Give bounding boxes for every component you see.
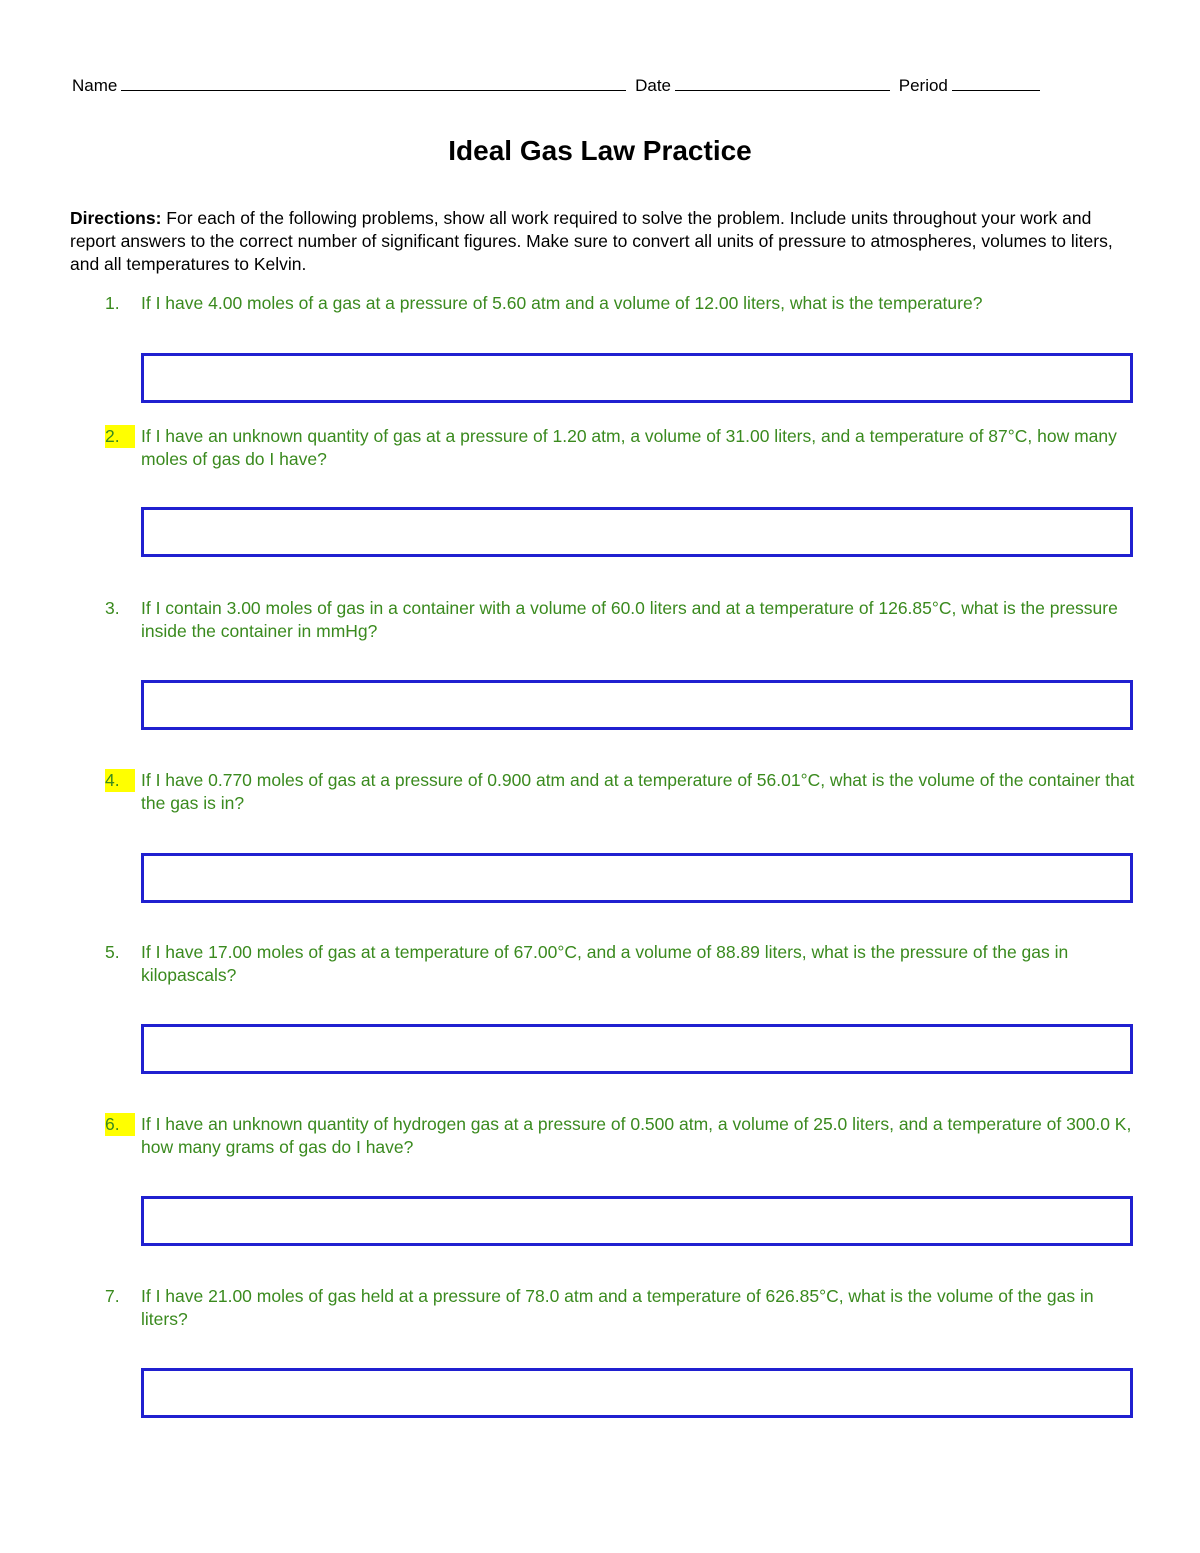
question-2 xyxy=(105,425,1135,471)
question-number: 2. xyxy=(105,425,135,448)
page-title: Ideal Gas Law Practice xyxy=(448,135,752,166)
answer-box-1[interactable] xyxy=(141,353,1133,403)
question-text: If I have 17.00 moles of gas at a temperature of 67.00°C, and a volume of 88.89 liters, what is the pressure of the gas in kilopascals? xyxy=(141,942,1069,985)
name-label: Name xyxy=(72,76,118,95)
question-text: If I contain 3.00 moles of gas in a container with a volume of 60.0 liters and at a temperature of 126.85°C, what is the pressure inside the container in mmHg? xyxy=(141,598,1118,641)
question-text: If I have an unknown quantity of gas at a pressure of 1.20 atm, a volume of 31.00 liters, and a temperature of 87°C, how many moles of gas do I have? xyxy=(141,426,1117,469)
answer-box-3[interactable] xyxy=(141,680,1133,730)
question-6 xyxy=(105,1113,1135,1159)
question-text: If I have 21.00 moles of gas held at a pressure of 78.0 atm and a temperature of 626.85°C, what is the volume of the gas in liters? xyxy=(141,1286,1094,1329)
question-number: 6. xyxy=(105,1113,135,1136)
question-text: If I have an unknown quantity of hydrogen gas at a pressure of 0.500 atm, a volume of 25.0 liters, and a temperature of 300.0 K, how many grams of gas do I have? xyxy=(141,1114,1132,1157)
date-field[interactable] xyxy=(675,72,890,91)
question-number: 1. xyxy=(105,293,120,313)
question-number: 5. xyxy=(105,942,120,962)
answer-box-6[interactable] xyxy=(141,1196,1133,1246)
question-number: 4. xyxy=(105,769,135,792)
directions xyxy=(70,207,1132,276)
directions-text: For each of the following problems, show all work required to solve the problem. Include units throughout your work and report answers to the correct number of significant figures. Make sure to convert all units of pressure to atmospheres, volumes to liters, and all temperatures to Kelvin. xyxy=(70,208,1113,274)
question-text: If I have 4.00 moles of a gas at a pressure of 5.60 atm and a volume of 12.00 liters, what is the temperature? xyxy=(141,293,983,313)
question-7 xyxy=(105,1285,1135,1331)
period-field[interactable] xyxy=(952,72,1040,91)
directions-label: Directions: xyxy=(70,208,162,228)
question-3 xyxy=(105,597,1135,643)
period-label: Period xyxy=(898,76,948,95)
question-5 xyxy=(105,941,1135,987)
answer-box-5[interactable] xyxy=(141,1024,1133,1074)
question-number: 7. xyxy=(105,1286,120,1306)
answer-box-2[interactable] xyxy=(141,507,1133,557)
date-label: Date xyxy=(635,76,672,95)
answer-box-7[interactable] xyxy=(141,1368,1133,1418)
answer-box-4[interactable] xyxy=(141,853,1133,903)
question-4 xyxy=(105,769,1135,815)
question-number: 3. xyxy=(105,598,120,618)
name-field[interactable] xyxy=(121,72,626,91)
student-info-header xyxy=(72,72,1044,96)
question-1 xyxy=(105,292,1135,315)
question-text: If I have 0.770 moles of gas at a pressure of 0.900 atm and at a temperature of 56.01°C, what is the volume of the container that the gas is in? xyxy=(141,770,1135,813)
